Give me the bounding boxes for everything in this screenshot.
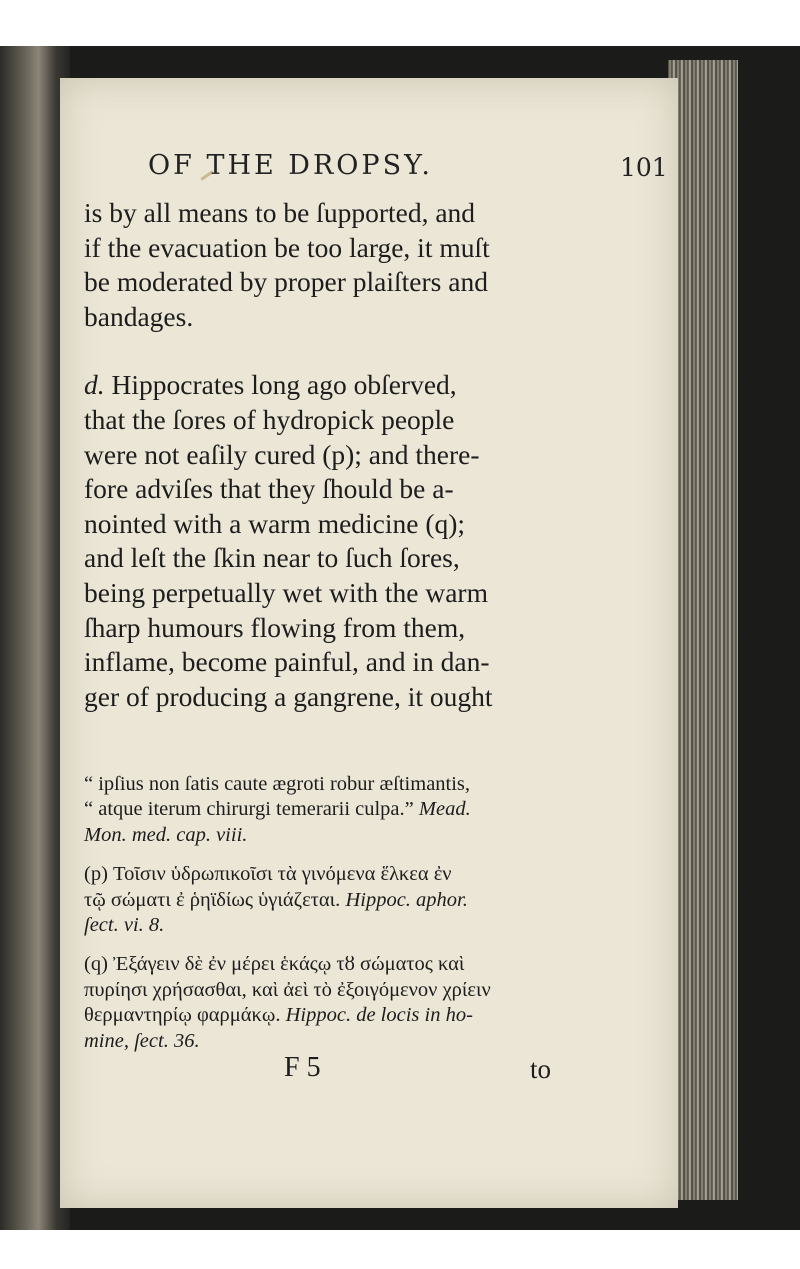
- text-line: if the evacuation be too large, it muſt: [84, 231, 490, 263]
- book-page-edges: [668, 60, 738, 1200]
- signature-mark: F 5: [284, 1052, 321, 1083]
- page-number: 101: [620, 153, 668, 182]
- text-line: were not eaſily cured (p); and there-: [84, 438, 480, 470]
- paragraph-d: [84, 368, 600, 714]
- text-line: be moderated by proper plaiſters and: [84, 266, 488, 298]
- page-header: [148, 150, 678, 194]
- footnote-q: [84, 952, 604, 1054]
- text-line: nointed with a warm medicine (q);: [84, 507, 466, 539]
- note-line: “ ipſius non ſatis caute ægroti robur æſtimantis,: [84, 773, 471, 795]
- paragraph-continuation: [84, 196, 600, 334]
- note-line: “ atque iterum chirurgi temerarii culpa.”: [84, 798, 419, 821]
- note-citation: mine, ſect. 36.: [84, 1029, 200, 1052]
- text-line: bandages.: [84, 300, 194, 332]
- footnotes: [84, 772, 604, 1054]
- note-line: πυρίησι χρήσασθαι, καὶ ἀεὶ τὸ ἐξοιγόμενον χρίειν: [84, 978, 491, 1001]
- footnote-quote: [84, 772, 604, 848]
- text-line: Hippocrates long ago obſerved,: [104, 369, 457, 401]
- text-line: ger of producing a gangrene, it ought: [84, 680, 493, 712]
- text-line: being perpetually wet with the warm: [84, 576, 488, 608]
- note-citation: Hippoc. aphor.: [345, 888, 468, 911]
- footnote-p: [84, 862, 604, 938]
- text-line: ſharp humours flowing from them,: [84, 611, 466, 643]
- note-line: (q) Ἐξάγειν δὲ ἐν μέρει ἑκάςῳ τȣ σώματος καὶ: [84, 953, 465, 976]
- paragraph-label: d.: [84, 369, 105, 401]
- note-line: θερμαντηρίῳ φαρμάκῳ.: [84, 1004, 286, 1027]
- note-citation: ſect. vi. 8.: [84, 914, 165, 937]
- note-citation: Mead.: [418, 798, 471, 821]
- note-line: (p) Τοῖσιν ὑδρωπικοῖσι τὰ γινόμενα ἕλκεα ἐν: [84, 863, 452, 886]
- text-line: inflame, become painful, and in dan-: [84, 646, 490, 678]
- note-line: τῷ σώματι ἐ ῥηϊδίως ὑγιάζεται.: [84, 888, 346, 911]
- text-line: that the ſores of hydropick people: [84, 403, 455, 435]
- note-citation: Hippoc. de locis in ho-: [285, 1004, 473, 1027]
- main-text: [84, 196, 600, 714]
- running-head: OF THE DROPSY.: [148, 150, 433, 181]
- text-line: is by all means to be ſupported, and: [84, 197, 476, 228]
- text-line: and leſt the ſkin near to ſuch ſores,: [84, 542, 460, 574]
- text-line: fore adviſes that they ſhould be a-: [84, 473, 454, 505]
- catchword: to: [530, 1054, 552, 1084]
- note-citation: Mon. med. cap. viii.: [84, 823, 248, 846]
